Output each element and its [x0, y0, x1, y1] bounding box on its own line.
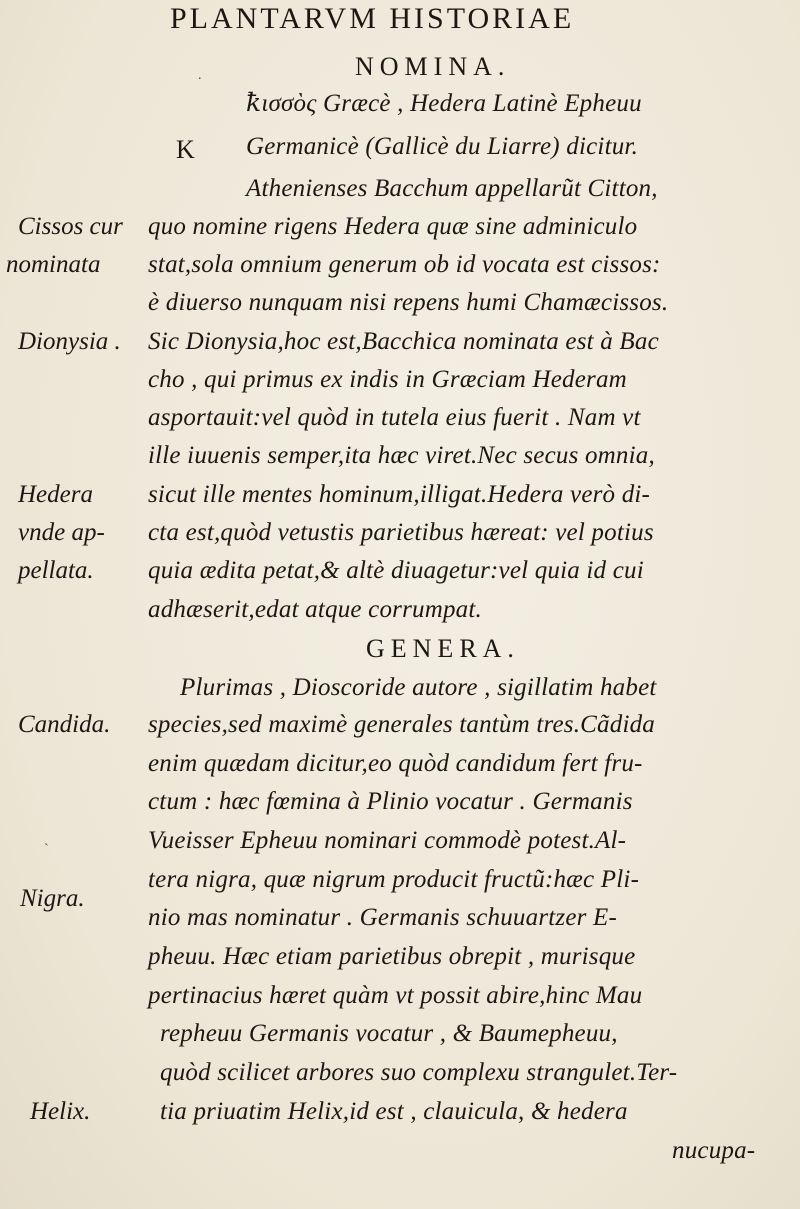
text-line-24: repheuu Germanis vocatur , & Baumepheuu, — [160, 1020, 618, 1047]
text-line-2: Germanicè (Gallicè du Liarre) dicitur. — [246, 133, 639, 160]
margin-note-nigra: Nigra. — [20, 885, 85, 912]
text-line-12: cta est,quòd vetustis parietibus hæreat: vel potius — [148, 519, 654, 546]
text-line-14: adhæserit,edat atque corrumpat. — [148, 596, 482, 623]
stray-mark: ` — [44, 842, 49, 857]
margin-note-candida: Candida. — [18, 711, 111, 738]
text-line-17: enim quædam dicitur,eo quòd candidum fert fru- — [148, 750, 643, 777]
text-line-25: quòd scilicet arbores suo complexu strangulet.Ter- — [160, 1059, 678, 1086]
signature-mark: K — [176, 135, 195, 164]
text-line-7: Sic Dionysia,hoc est,Bacchica nominata est à Bac — [148, 328, 659, 355]
text-line-3: Athenienses Bacchum appellarũt Citton, — [246, 175, 658, 202]
text-line-8: cho , qui primus ex indis in Græciam Hederam — [148, 366, 627, 393]
margin-note-helix: Helix. — [30, 1098, 91, 1125]
heading-genera: GENERA. — [366, 634, 520, 663]
running-head: PLANTARVM HISTORIAE — [170, 2, 575, 35]
text-line-19: Vueisser Epheuu nominari commodè potest.Al- — [148, 827, 627, 854]
heading-nomina: NOMINA. — [355, 52, 511, 81]
text-line-9: asportauit:vel quòd in tutela eius fuerit . Nam vt — [148, 404, 641, 431]
text-line-1: ꝁισσὸς Græcè , Hedera Latinè Epheuu — [246, 90, 642, 117]
margin-note-hedera: Hedera — [18, 481, 93, 508]
text-line-4: quo nomine rigens Hedera quæ sine adminiculo — [148, 213, 638, 240]
text-line-6: è diuerso nunquam nisi repens humi Chamæcissos. — [148, 289, 669, 316]
text-line-18: ctum : hæc fœmina à Plinio vocatur . Germanis — [148, 788, 633, 815]
text-line-5: stat,sola omnium generum ob id vocata est cissos: — [148, 251, 661, 278]
margin-note-dionysia: Dionysia . — [18, 328, 121, 355]
text-line-11: sicut ille mentes hominum,illigat.Hedera verò di- — [148, 481, 651, 508]
text-line-23: pertinacius hæret quàm vt possit abire,hinc Mau — [148, 982, 643, 1009]
text-line-22: pheuu. Hæc etiam parietibus obrepit , murisque — [148, 943, 636, 970]
text-line-20: tera nigra, quæ nigrum producit fructũ:hæc Pli- — [148, 866, 640, 893]
text-line-27: nucupa- — [672, 1137, 756, 1164]
text-line-16: species,sed maximè generales tantùm tres.Cãdida — [148, 711, 655, 738]
text-line-13: quia ædita petat,& altè diuagetur:vel quia id cui — [148, 557, 644, 584]
margin-note-nominata: nominata — [6, 251, 101, 278]
margin-note-vnde-ap: vnde ap- — [18, 519, 105, 546]
margin-note-pellata: pellata. — [18, 557, 94, 584]
margin-note-cissos: Cissos cur — [18, 213, 123, 240]
text-line-10: ille iuuenis semper,ita hæc viret.Nec secus omnia, — [148, 442, 655, 469]
text-line-15: Plurimas , Dioscoride autore , sigillatim habet — [180, 674, 657, 701]
text-line-26: tia priuatim Helix,id est , clauicula, & hedera — [160, 1098, 628, 1125]
stray-dot: . — [198, 68, 202, 83]
text-line-21: nio mas nominatur . Germanis schuuartzer E- — [148, 904, 618, 931]
